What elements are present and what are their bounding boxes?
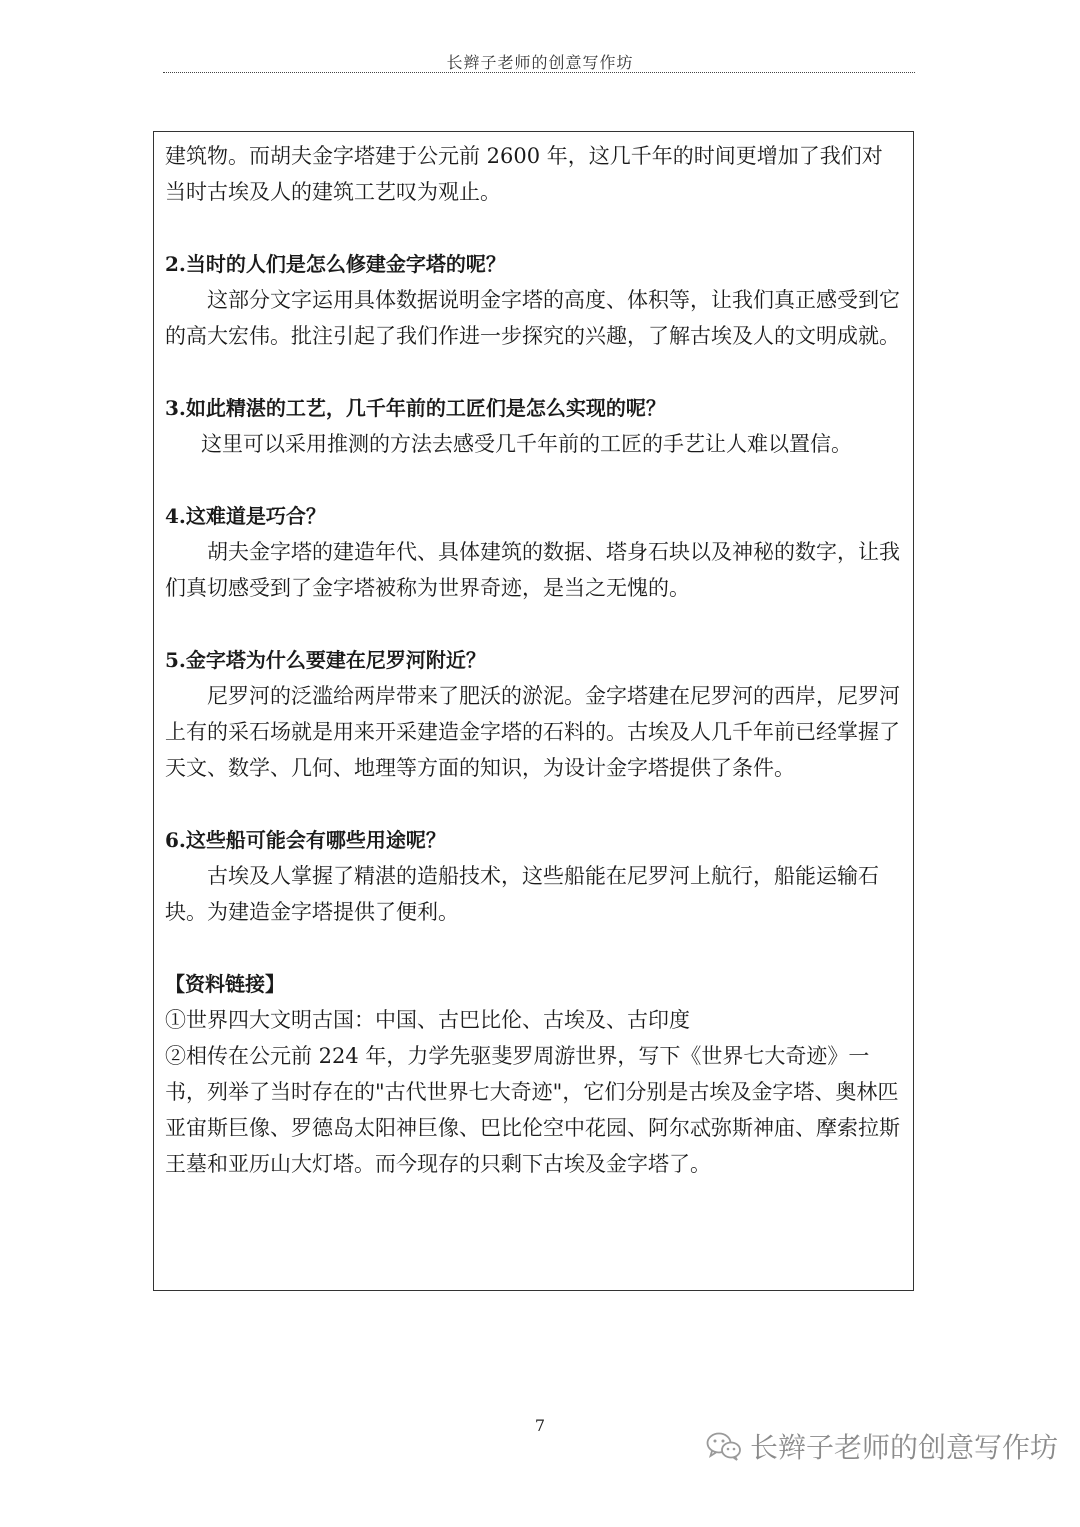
page-number: 7 (534, 1416, 546, 1435)
content-box (153, 131, 914, 1291)
question-6-text: 古埃及人掌握了精湛的造船技术，这些船能在尼罗河上航行，船能运输石块。为建造金字塔提供了便利。 (165, 864, 879, 924)
links-item-2: ②相传在公元前 224 年，力学先驱斐罗周游世界，写下《世界七大奇迹》一书，列举了当时存在的"古代世界七大奇迹"，它们分别是古埃及金字塔、奥林匹亚宙斯巨像、罗德岛太阳神巨像、巴比伦空中花园、阿尔忒弥斯神庙、摩索拉斯王墓和亚历山大灯塔。而今现存的只剩下古埃及金字塔了。 (165, 1044, 900, 1176)
question-3-title: 3.如此精湛的工艺，几千年前的工匠们是怎么实现的呢？ (165, 396, 666, 420)
question-5-text: 尼罗河的泛滥给两岸带来了肥沃的淤泥。金字塔建在尼罗河的西岸，尼罗河上有的采石场就是用来开采建造金字塔的石料的。古埃及人几千年前已经掌握了天文、数学、几何、地理等方面的知识，为设计金字塔提供了条件。 (165, 684, 900, 780)
question-5-title: 5.金字塔为什么要建在尼罗河附近？ (165, 648, 486, 672)
question-4-text: 胡夫金字塔的建造年代、具体建筑的数据、塔身石块以及神秘的数字，让我们真切感受到了金字塔被称为世界奇迹，是当之无愧的。 (165, 540, 900, 600)
question-6-title: 6.这些船可能会有哪些用途呢？ (165, 828, 446, 852)
links-item-1: ①世界四大文明古国：中国、古巴比伦、古埃及、古印度 (165, 1008, 690, 1032)
wechat-icon (706, 1431, 742, 1461)
intro-paragraph: 建筑物。而胡夫金字塔建于公元前 2600 年，这几千年的时间更增加了我们对当时古埃及人的建筑工艺叹为观止。 (165, 144, 883, 204)
watermark-text: 长辫子老师的创意写作坊 (750, 1431, 1059, 1464)
watermark (706, 1426, 1058, 1466)
header-divider (163, 72, 915, 73)
page-header-title: 长辫子老师的创意写作坊 (446, 53, 634, 72)
question-4-title: 4.这难道是巧合？ (165, 504, 326, 528)
links-title: 【资料链接】 (165, 972, 285, 996)
question-2-title: 2.当时的人们是怎么修建金字塔的呢？ (165, 252, 506, 276)
question-2-text: 这部分文字运用具体数据说明金字塔的高度、体积等，让我们真正感受到它的高大宏伟。批注引起了我们作进一步探究的兴趣，了解古埃及人的文明成就。 (165, 288, 900, 348)
question-3-text: 这里可以采用推测的方法去感受几千年前的工匠的手艺让人难以置信。 (201, 432, 852, 456)
